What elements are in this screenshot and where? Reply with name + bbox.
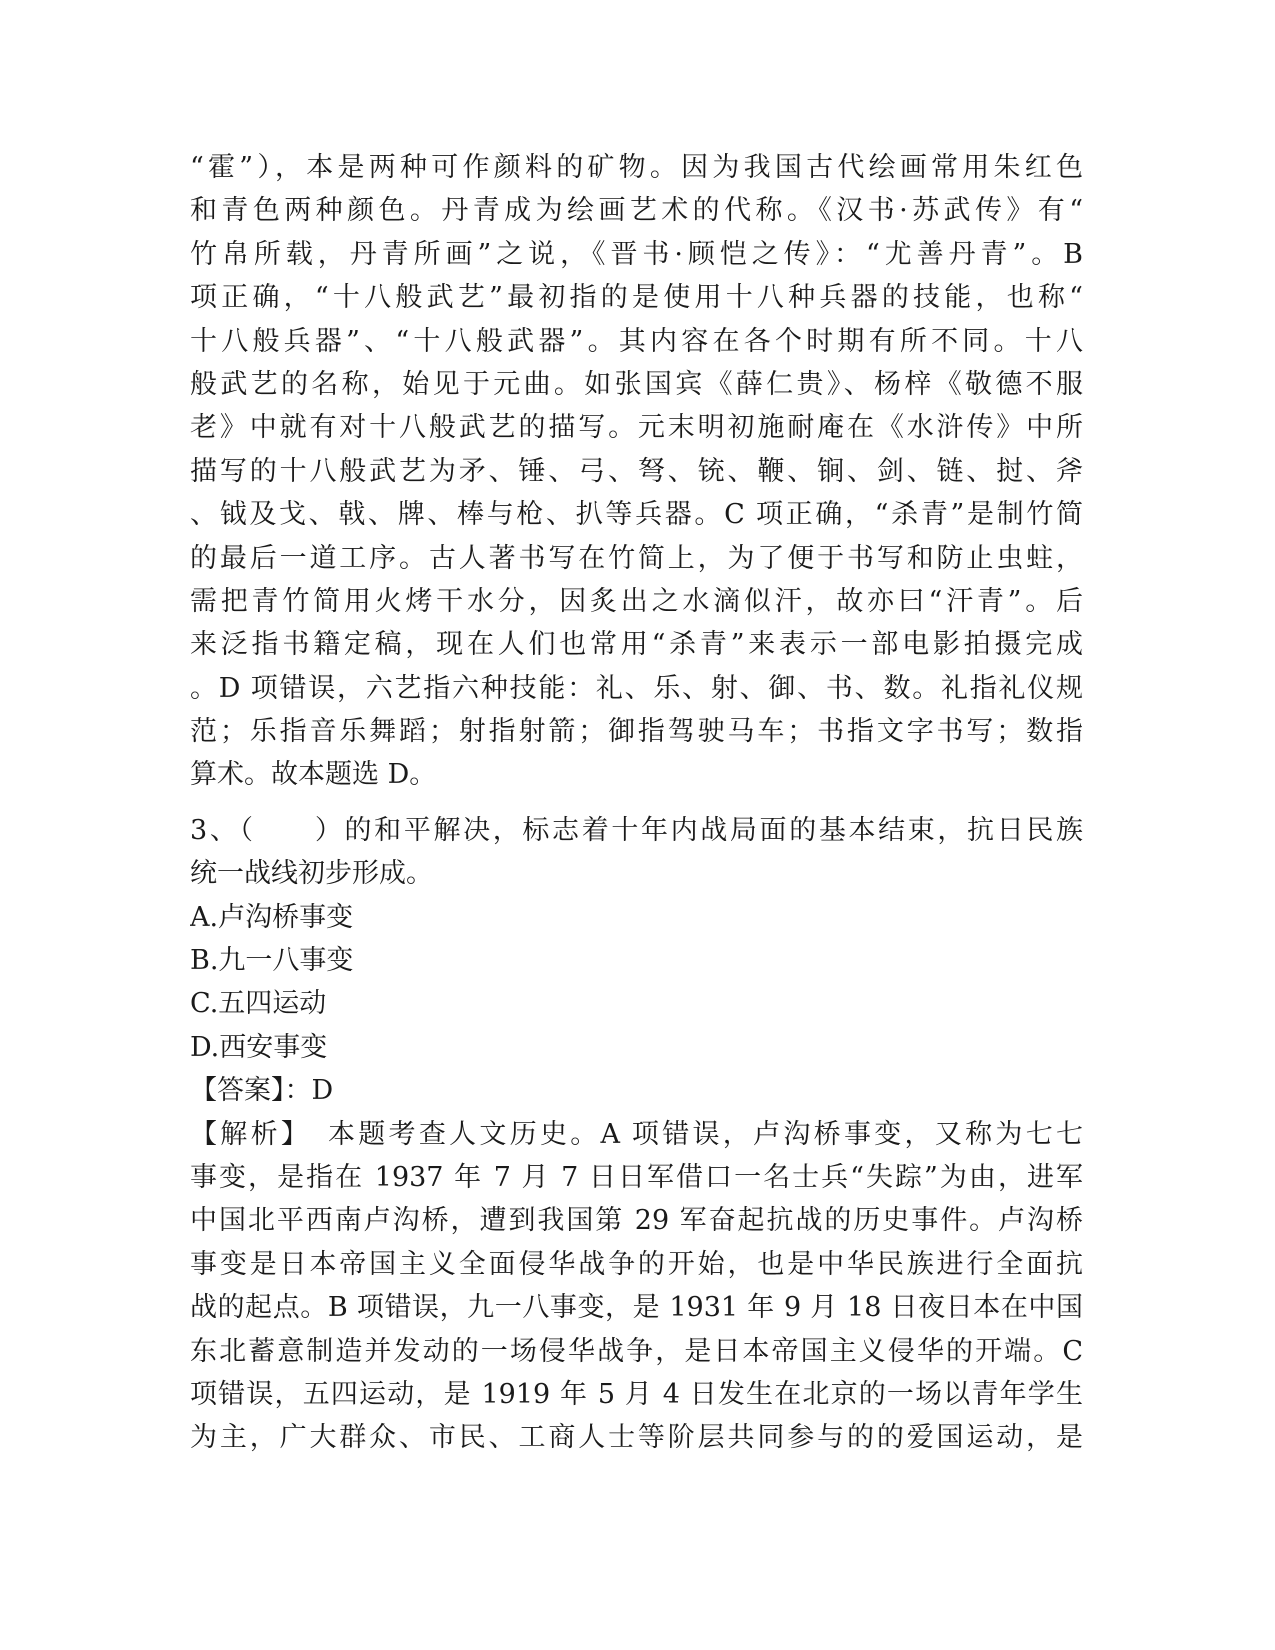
- question-block: [190, 809, 1083, 1460]
- text-line: 。D 项错误，六艺指六种技能：礼、乐、射、御、书、数。礼指礼仪规: [190, 672, 1083, 704]
- document-page: [190, 146, 1083, 1460]
- option-d: D.西安事变: [190, 1031, 328, 1063]
- text-line: 需把青竹简用火烤干水分，因炙出之水滴似汗，故亦曰“汗青”。后: [190, 585, 1083, 617]
- text-line: 的最后一道工序。古人著书写在竹简上，为了便于书写和防止虫蛀，: [190, 542, 1083, 574]
- analysis-line: 事变是日本帝国主义全面侵华战争的开始，也是中华民族进行全面抗: [190, 1248, 1083, 1280]
- text-line: 老》中就有对十八般武艺的描写。元末明初施耐庵在《水浒传》中所: [190, 412, 1083, 444]
- analysis-line: 【解析】 本题考查人文历史。A 项错误，卢沟桥事变，又称为七七: [190, 1118, 1083, 1150]
- text-line: 和青色两种颜色。丹青成为绘画艺术的代称。《汉书·苏武传》有“: [190, 195, 1083, 227]
- text-line: 、钺及戈、戟、牌、棒与枪、扒等兵器。C 项正确，“杀青”是制竹简: [190, 499, 1083, 531]
- analysis-line: 东北蓄意制造并发动的一场侵华战争，是日本帝国主义侵华的开端。C: [190, 1335, 1083, 1367]
- text-line: 描写的十八般武艺为矛、锤、弓、弩、铳、鞭、锏、剑、链、挝、斧: [190, 455, 1083, 487]
- text-line: 竹帛所载，丹青所画”之说，《晋书·顾恺之传》：“尤善丹青”。B: [190, 238, 1083, 270]
- analysis-line: 为主，广大群众、市民、工商人士等阶层共同参与的的爱国运动，是: [190, 1422, 1083, 1454]
- previous-explanation: [190, 146, 1083, 797]
- option-b: B.九一八事变: [190, 945, 354, 977]
- text-line: “霍”），本是两种可作颜料的矿物。因为我国古代绘画常用朱红色: [190, 152, 1083, 183]
- text-line: 项正确，“十八般武艺”最初指的是使用十八种兵器的技能，也称“: [190, 282, 1083, 314]
- text-line: 范；乐指音乐舞蹈；射指射箭；御指驾驶马车；书指文字书写；数指: [190, 716, 1083, 748]
- answer-line: 【答案】：D: [190, 1075, 334, 1107]
- paragraph-gap: [190, 797, 1083, 809]
- analysis-line: 项错误，五四运动，是 1919 年 5 月 4 日发生在北京的一场以青年学生: [190, 1378, 1083, 1410]
- question-stem-line: 统一战线初步形成。: [190, 858, 433, 890]
- text-line: 般武艺的名称，始见于元曲。如张国宾《薛仁贵》、杨梓《敬德不服: [190, 368, 1083, 400]
- analysis-line: 中国北平西南卢沟桥，遭到我国第 29 军奋起抗战的历史事件。卢沟桥: [190, 1205, 1083, 1237]
- option-c: C.五四运动: [190, 988, 327, 1020]
- analysis-line: 事变，是指在 1937 年 7 月 7 日日军借口一名士兵“失踪”为由，进军: [190, 1161, 1083, 1193]
- text-line: 算术。故本题选 D。: [190, 759, 437, 791]
- analysis-line: 战的起点。B 项错误，九一八事变，是 1931 年 9 月 18 日夜日本在中国: [190, 1292, 1083, 1324]
- text-line: 来泛指书籍定稿，现在人们也常用“杀青”来表示一部电影拍摄完成: [190, 629, 1083, 661]
- question-stem-line: 3、（ ）的和平解决，标志着十年内战局面的基本结束，抗日民族: [190, 814, 1083, 846]
- option-a: A.卢沟桥事变: [190, 901, 354, 933]
- text-line: 十八般兵器”、“十八般武器”。其内容在各个时期有所不同。十八: [190, 325, 1083, 357]
